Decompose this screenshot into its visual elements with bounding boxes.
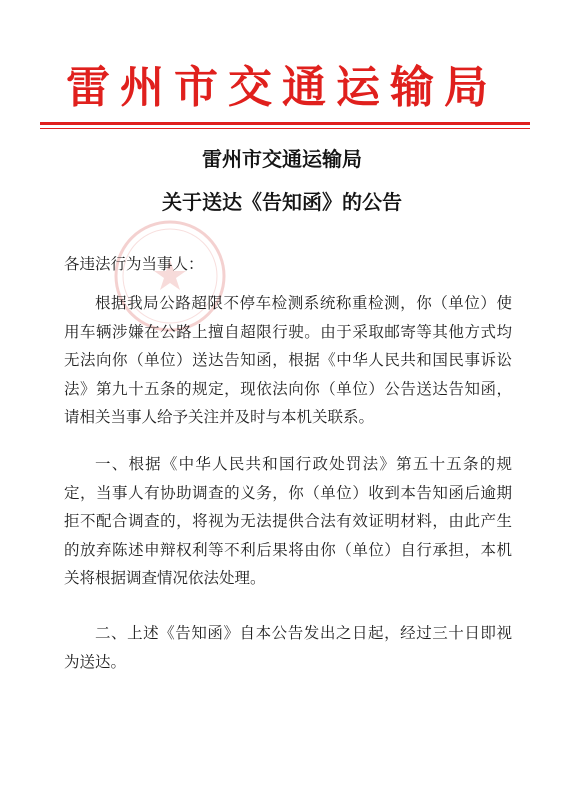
body-paragraph-3: 二、上述《告知函》自本公告发出之日起，经过三十日即视为送达。 bbox=[64, 624, 512, 671]
body-paragraph-1: 根据我局公路超限不停车检测系统称重检测，你（单位）使用车辆涉嫌在公路上擅自超限行驶。由于采取邮寄等其他方式均无法向你（单位）送达告知函，根据《中华人民共和国民事诉讼法》第九十五条的规定，现依法向你（单位）公告送达告知函，请相关当事人给予关注并及时与本机关联系。 bbox=[64, 294, 512, 426]
letterhead-red-rule-thick bbox=[40, 122, 530, 125]
document-title-line1: 雷州市交通运输局 bbox=[202, 147, 362, 171]
salutation: 各违法行为当事人： bbox=[64, 255, 204, 273]
letterhead-org-name: 雷州市交通运输局 bbox=[66, 62, 498, 113]
document-title-line2: 关于送达《告知函》的公告 bbox=[162, 190, 402, 214]
letterhead-red-rule-thin bbox=[40, 128, 530, 129]
body-paragraph-2: 一、根据《中华人民共和国行政处罚法》第五十五条的规定，当事人有协助调查的义务，你（单位）收到本告知函后逾期拒不配合调查的，将视为无法提供合法有效证明材料，由此产生的放弃陈述申辩权利等不利后果将由你（单位）自行承担，本机关将根据调查情况依法处理。 bbox=[64, 455, 512, 587]
